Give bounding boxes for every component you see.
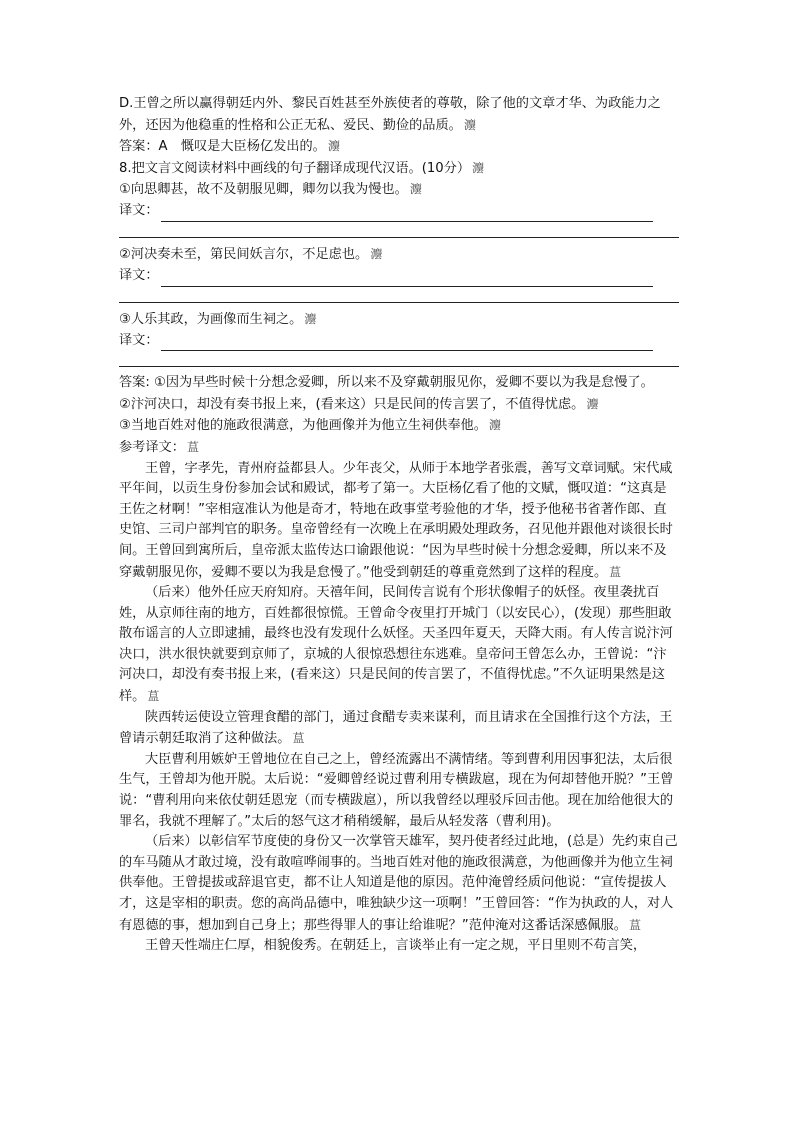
translation-label: 译文： bbox=[119, 267, 159, 283]
reference-paragraph-3 bbox=[119, 708, 679, 750]
option-d-text: D.王曾之所以赢得朝廷内外、黎民百姓甚至外族使者的尊敬，除了他的文章才华、为政能力之外，还因为他稳重的性格和公正无私、爱民、勤俭的品质。 bbox=[119, 96, 661, 133]
paragraph-mark: 蒀 bbox=[628, 917, 641, 932]
paragraph-mark: 蒀 bbox=[609, 564, 622, 579]
paragraph-mark: 灋 bbox=[327, 139, 340, 154]
paragraph-text: 王曾，字孝先，青州府益都县人。少年丧父，从师于本地学者张震，善写文章词赋。宋代咸平年间，以贡生身份参加会试和殿试，都考了第一。大臣杨亿看了他的文赋，慨叹道：“这真是王佐之材啊！”宰相寇准认为他是奇才，特地在政事堂考验他的才华，授予他秘书省著作郎、直史馆、三司户部判官的职务。皇帝曾经有一次晚上在承明殿处理政务，召见他并跟他对谈很长时间。王曾回到寓所后，皇帝派太监传达口谕跟他说：“因为早些时候十分想念爱卿，所以来不及穿戴朝服见你，爱卿不要以为我是怠慢了。”他受到朝廷的尊重竟然到了这样的程度。 bbox=[119, 460, 673, 580]
translation-answer-line[interactable] bbox=[161, 335, 653, 351]
paragraph-mark: 灋 bbox=[304, 311, 317, 326]
paragraph-text: （后来）以彰信军节度使的身份又一次掌管天雄军，契丹使者经过此地，(总是）先约束自己的车马随从才敢过境，没有敢喧哗闹事的。当地百姓对他的施政很满意，为他画像并为他立生祠供奉他。王曾提拔或辞退官吏，都不让人知道是他的原因。范仲淹曾经质问他说：“宣传提拔人才，这是宰相的职责。您的高尚品德中，唯独缺少这一项啊！”王曾回答：“作为执政的人，对人有恩德的事，想加到自己身上；那些得罪人的事让给谁呢？”范仲淹对这番话深感佩服。 bbox=[119, 834, 678, 933]
reference-heading bbox=[119, 437, 679, 459]
option-d bbox=[119, 94, 679, 136]
translation-answer-line[interactable] bbox=[161, 271, 653, 287]
translation-answer-line[interactable] bbox=[119, 222, 679, 238]
translation-label: 译文： bbox=[119, 332, 159, 348]
paragraph-text: 陕西转运使设立管理食醋的部门，通过食醋专卖来谋利，而且请求在全国推行这个方法，王曾请示朝廷取消了这种做法。 bbox=[119, 709, 673, 747]
translation-answer-line[interactable] bbox=[119, 287, 679, 303]
answer-8-text: ②汴河决口，却没有奏书报上来，(看来这）只是民间的传言罢了，不值得忧虑。 bbox=[119, 396, 585, 412]
sentence-1 bbox=[119, 179, 679, 201]
reference-paragraph-2 bbox=[119, 583, 679, 708]
translation-row-1 bbox=[119, 201, 679, 222]
answer-8-line-1 bbox=[119, 373, 679, 394]
answer-7-text: 答案：A 慨叹是大臣杨亿发出的。 bbox=[119, 139, 326, 155]
paragraph-text: （后来）他外任应天府知府。天禧年间，民间传言说有个形状像帽子的妖怪。夜里袭扰百姓，从京师往南的地方，百姓都很惊慌。王曾命令夜里打开城门（以安民心），(发现）那些胆敢散布谣言的人立即逮捕，最终也没有发现什么妖怪。天圣四年夏天，天降大雨。有人传言说汴河决口，洪水很快就要到京师了，京城的人很惊恐想往东逃难。皇帝问王曾怎么办，王曾说：“汴河决口，却没有奏书报上来，(看来这）只是民间的传言罢了，不值得忧虑。”不久证明果然是这样。 bbox=[119, 585, 673, 705]
reference-paragraph-1 bbox=[119, 459, 679, 584]
sentence-3 bbox=[119, 309, 679, 331]
paragraph-mark: 蒀 bbox=[292, 731, 305, 746]
paragraph-mark: 灋 bbox=[409, 182, 422, 197]
reference-paragraph-5 bbox=[119, 832, 679, 936]
paragraph-mark: 灋 bbox=[370, 246, 383, 261]
translation-row-3 bbox=[119, 330, 679, 351]
sentence-2 bbox=[119, 244, 679, 266]
question-8 bbox=[119, 158, 679, 180]
sentence-3-text: ③人乐其政，为画像而生祠之。 bbox=[119, 311, 303, 327]
answer-8-line-3 bbox=[119, 415, 679, 437]
paragraph-mark: 灋 bbox=[463, 117, 476, 132]
question-8-text: 8.把文言文阅读材料中画线的句子翻译成现代汉语。(10分） bbox=[119, 160, 471, 176]
sentence-2-text: ②河决奏未至，第民间妖言尔，不足虑也。 bbox=[119, 246, 369, 262]
paragraph-mark: 蒀 bbox=[147, 689, 160, 704]
paragraph-text: 大臣曹利用嫉妒王曾地位在自己之上，曾经流露出不满情绪。等到曹利用因事犯法，太后很生气，王曾却为他开脱。太后说：“爱卿曾经说过曹利用专横跋扈，现在为何却替他开脱？”王曾说：“曹利用向来依仗朝廷恩宠（而专横跋扈），所以我曾经以理驳斥回击他。现在加给他很大的罪名，我就不理解了。”太后的怒气这才稍稍缓解，最后从轻发落（曹利用)。 bbox=[119, 751, 674, 829]
reference-heading-text: 参考译文： bbox=[119, 439, 185, 455]
reference-paragraph-6 bbox=[119, 936, 679, 957]
paragraph-text: 王曾天性端庄仁厚，相貌俊秀。在朝廷上，言谈举止有一定之规，平日里则不苟言笑， bbox=[145, 938, 647, 954]
translation-row-2 bbox=[119, 266, 679, 287]
paragraph-mark: 灋 bbox=[488, 418, 501, 433]
sentence-1-text: ①向思卿甚，故不及朝服见卿，卿勿以我为慢也。 bbox=[119, 182, 408, 198]
translation-label: 译文： bbox=[119, 203, 159, 219]
paragraph-mark: 灋 bbox=[586, 396, 599, 411]
answer-8-text: 答案: ①因为早些时候十分想念爱卿，所以来不及穿戴朝服见你，爱卿不要以为我是怠慢了。 bbox=[119, 375, 654, 391]
translation-answer-line[interactable] bbox=[161, 206, 653, 222]
translation-answer-line[interactable] bbox=[119, 351, 679, 367]
answer-7 bbox=[119, 136, 679, 158]
answer-8-line-2 bbox=[119, 394, 679, 416]
document-page bbox=[119, 94, 679, 957]
reference-paragraph-4 bbox=[119, 750, 679, 832]
paragraph-mark: 蒀 bbox=[186, 439, 199, 454]
paragraph-mark: 灋 bbox=[472, 160, 485, 175]
answer-8-text: ③当地百姓对他的施政很满意，为他画像并为他立生祠供奉他。 bbox=[119, 418, 487, 434]
